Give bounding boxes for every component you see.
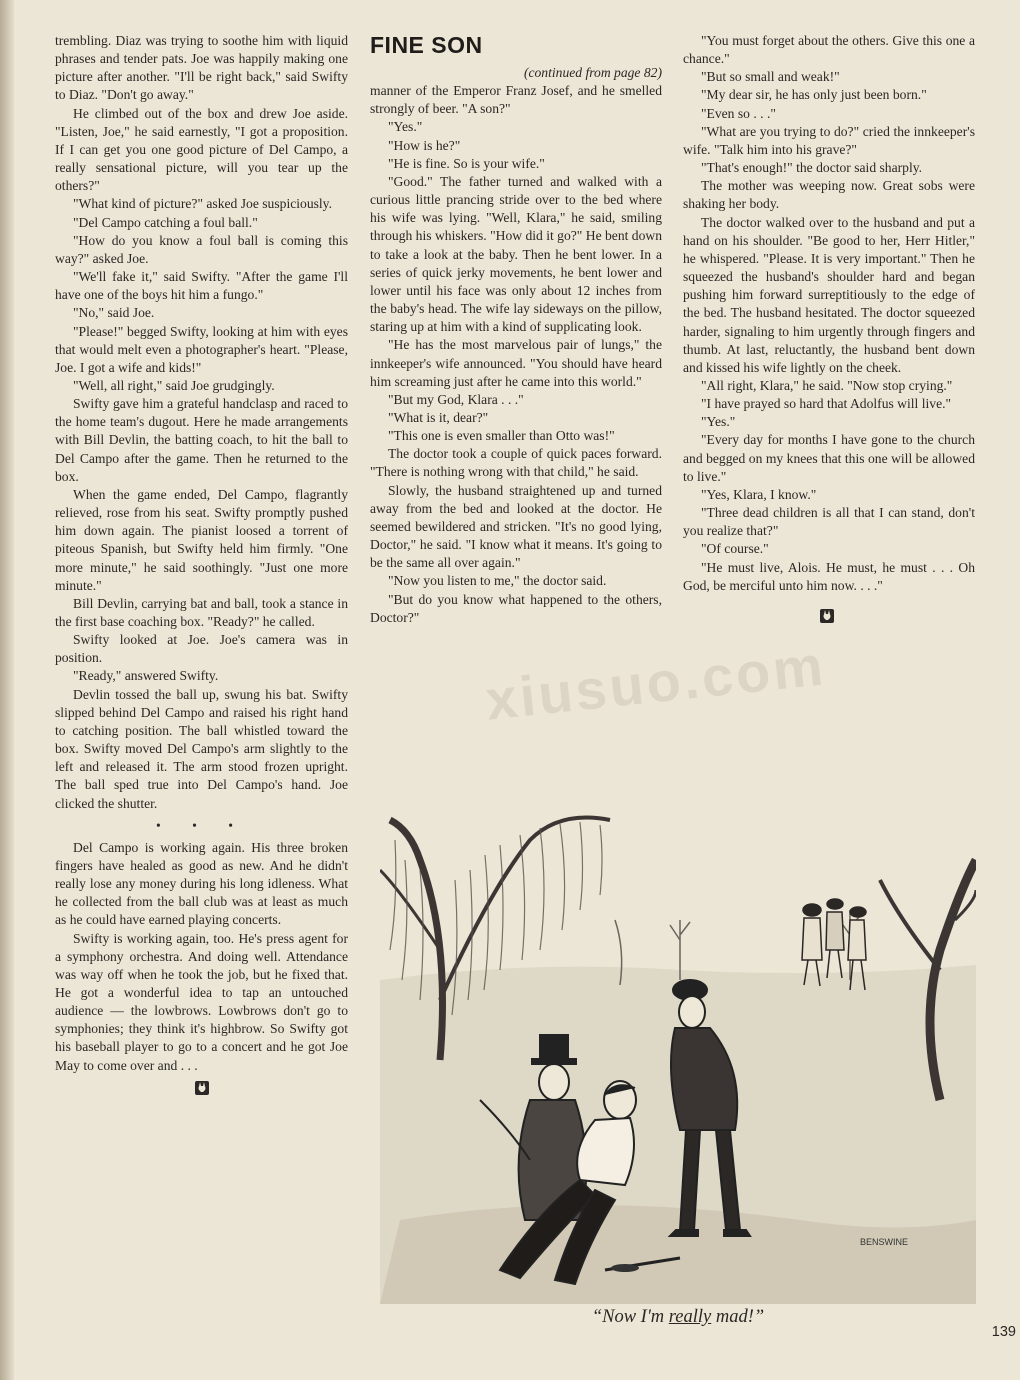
- paragraph: "He must live, Alois. He must, he must . . . Oh God, be merciful unto him now. . . .": [683, 559, 975, 593]
- paragraph: "Of course.": [701, 541, 769, 557]
- artist-signature: BENSWINE: [860, 1237, 909, 1247]
- paragraph: "Ready," answered Swifty.: [73, 668, 219, 684]
- paragraph: The doctor took a couple of quick paces forward. "There is nothing wrong with that child," he said.: [370, 446, 662, 480]
- paragraph: manner of the Emperor Franz Josef, and he smelled strongly of beer. "A son?": [370, 83, 662, 117]
- paragraph: "How is he?": [388, 137, 461, 153]
- article-column-3: [683, 32, 975, 623]
- paragraph: Swifty looked at Joe. Joe's camera was in position.: [55, 632, 348, 666]
- continued-from-note: (continued from page 82): [523, 65, 662, 80]
- column-1-paragraphs-after: [55, 839, 348, 1075]
- paragraph: "Every day for months I have gone to the church and begged on my knees that this one will be allowed to live.": [683, 432, 975, 484]
- column-2-paragraphs: [370, 82, 662, 627]
- paragraph: "Even so . . .": [701, 105, 776, 121]
- paragraph: The mother was weeping now. Great sobs were shaking her body.: [683, 178, 975, 212]
- paragraph: "Good." The father turned and walked with a curious little prancing stride over to the bed where his wife was lying. "Well, Klara," he said, smiling through his whiskers. "How did it go?" He bent down to take a look at the baby. Then he bent lower. In a series of quick jerky movements, he bent lower and lower until his face was only about 12 inches from the baby's head. The wife lay sideways on the pillow, staring up at him with a kind of supplicating look.: [370, 173, 663, 335]
- paragraph: "What is it, dear?": [388, 409, 489, 425]
- paragraph: "But my God, Klara . . .": [388, 391, 524, 407]
- paragraph: "But do you know what happened to the others, Doctor?": [370, 591, 662, 625]
- paragraph: The doctor walked over to the husband and put a hand on his shoulder. "Be good to her, Herr Hitler," he whispered. "Please. It is very important." Then he squeezed the husband's shoulder hard and began pushing him forward surreptitiously to the edge of the bed. The husband hesitated. The doctor squeezed harder, signaling to him urgently through fingers and thumb. At last, reluctantly, the husband bent down and kissed his wife lightly on the cheek.: [683, 214, 975, 375]
- bunny-logo-icon: [820, 609, 834, 623]
- paragraph: trembling. Diaz was trying to soothe him with liquid phrases and tender pats. Joe was happily making one picture after another. "I'll be right back," said Swifty to Diaz. "Don't go away.": [55, 33, 348, 103]
- bunny-logo-icon: [195, 1081, 209, 1095]
- paragraph: Devlin tossed the ball up, swung his bat. Swifty slipped behind Del Campo and raised his right hand to catching position. The ball whistled toward the box. Swifty moved Del Campo's arm slightly to the left and released it. The arm stood frozen upright. The ball sped true into Del Campo's hand. Joe clicked the shutter.: [55, 686, 348, 811]
- caption-after: mad!”: [711, 1307, 765, 1327]
- paragraph: "Now you listen to me," the doctor said.: [388, 573, 607, 589]
- paragraph: "No," said Joe.: [73, 305, 155, 321]
- paragraph: Bill Devlin, carrying bat and ball, took a stance in the first base coaching box. "Ready?" he called.: [55, 595, 348, 629]
- column-3-paragraphs: [683, 32, 975, 595]
- article-column-2: [370, 30, 662, 627]
- paragraph: "Del Campo catching a foul ball.": [73, 214, 258, 230]
- paragraph: "Yes, Klara, I know.": [701, 486, 817, 502]
- paragraph: "Yes.": [701, 414, 736, 430]
- page-number: 139: [991, 1324, 1016, 1340]
- paragraph: "What are you trying to do?" cried the innkeeper's wife. "Talk him into his grave?": [683, 123, 975, 157]
- paragraph: He climbed out of the box and drew Joe aside. "Listen, Joe," he said earnestly, "I got a proposition. If I can get you one good picture of Del Campo, a really sensational picture, will you tear up the others?": [55, 105, 348, 194]
- paragraph: When the game ended, Del Campo, flagrantly relieved, rose from his seat. Swifty promptly pushed him down again. The pianist loosed a torrent of piteous Spanish, but Swifty held him firmly. "One more minute," he said soothingly. "Just one more minute.": [55, 486, 348, 593]
- paragraph: "That's enough!" the doctor said sharply.: [701, 160, 923, 176]
- caption-emphasis: really: [668, 1307, 712, 1327]
- paragraph: "Yes.": [388, 119, 423, 135]
- paragraph: "But so small and weak!": [701, 69, 840, 85]
- paragraph: "Please!" begged Swifty, looking at him with eyes that would melt even a photographer's heart. "Please, Joe. I got a wife and kids!": [55, 323, 348, 375]
- paragraph: "He is fine. So is your wife.": [388, 155, 545, 171]
- paragraph: Del Campo is working again. His three broken fingers have healed as good as new. And he didn't really lose any money during his long idleness. What he collected from the ball club was at least as much as he could have earned playing concerts.: [55, 839, 348, 928]
- article-column-1: [55, 32, 348, 1095]
- paragraph: "What kind of picture?" asked Joe suspiciously.: [73, 196, 332, 212]
- end-mark: [55, 1081, 348, 1095]
- watermark-text: xiusuo.com: [482, 633, 829, 732]
- paragraph: Swifty gave him a grateful handclasp and raced to the home team's dugout. Here he made arrangements with Bill Devlin, the batting coach, to hit the ball to Del Campo after the game. Then he returned to the box.: [55, 396, 348, 484]
- paragraph: "This one is even smaller than Otto was!": [388, 428, 615, 444]
- paragraph: "You must forget about the others. Give this one a chance.": [683, 33, 975, 67]
- column-1-paragraphs: [55, 32, 348, 813]
- caption-before: “Now I'm: [591, 1307, 669, 1327]
- paragraph: "Three dead children is all that I can stand, don't you realize that?": [683, 505, 975, 539]
- paragraph: "He has the most marvelous pair of lungs," the innkeeper's wife announced. "You should have heard him screaming just after he came into this world.": [370, 337, 662, 389]
- paragraph: "My dear sir, he has only just been born.": [701, 87, 927, 103]
- end-mark: [820, 609, 975, 623]
- paragraph: "How do you know a foul ball is coming this way?" asked Joe.: [55, 232, 348, 266]
- paragraph: "I have prayed so hard that Adolfus will live.": [701, 396, 952, 412]
- cartoon-illustration: [380, 800, 976, 1304]
- paragraph: "Well, all right," said Joe grudgingly.: [73, 377, 275, 393]
- article-headline: FINE SON: [370, 32, 483, 58]
- paragraph: Swifty is working again, too. He's press agent for a symphony orchestra. And doing well. Attendance was way off when he took the job, but he fixed that. He got a wonderful idea to tap an untouched audience — the lowbrows. Lowbrows don't go to symphonies; they think it's highbrow. So Swifty got his baseball player to go to a concert and he got Joe May to come over and . . .: [55, 930, 348, 1073]
- paragraph: Slowly, the husband straightened up and turned away from the bed and looked at the doctor. He seemed bewildered and stricken. "It's no good lying, Doctor," he said. "I know what it means. It's going to be the same all over again.": [370, 482, 662, 571]
- paragraph: "We'll fake it," said Swifty. "After the game I'll have one of the boys hit him a fungo.": [55, 269, 348, 303]
- cartoon-caption: [380, 1307, 976, 1328]
- section-separator: • • •: [155, 817, 248, 833]
- page-spine-shadow: [0, 0, 14, 1380]
- paragraph: "All right, Klara," he said. "Now stop crying.": [701, 377, 953, 393]
